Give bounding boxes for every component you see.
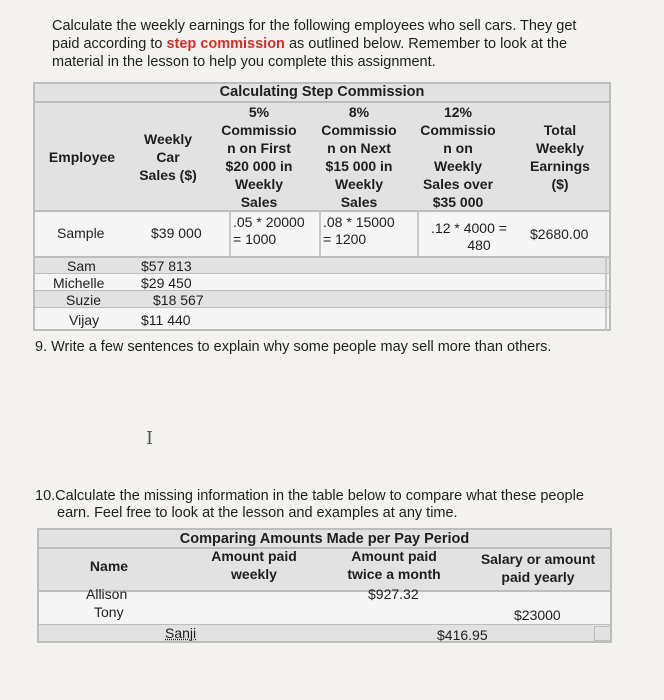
header-name: Name <box>89 558 129 574</box>
row-name-sanji: Sanji <box>165 625 197 641</box>
header-employee: Employee <box>48 149 116 165</box>
employee-name-suzie: Suzie <box>66 292 102 308</box>
header-5-percent: 5% Commissio n on First $20 000 in Weekly Sales <box>221 104 297 210</box>
question-10-line-2: earn. Feel free to look at the lesson and examples at any time. <box>57 505 458 521</box>
sample-12-percent-calc: .12 * 4000 = 480 <box>431 220 507 253</box>
row-shade <box>35 257 609 274</box>
pay-period-table <box>37 528 612 643</box>
tony-yearly: $23000 <box>514 607 561 623</box>
employee-name-michelle: Michelle <box>53 275 105 291</box>
instructions-text: paid according to <box>52 36 167 52</box>
divider <box>35 273 609 274</box>
instructions-text: as outlined below. Remember to look at the <box>284 36 568 52</box>
divider <box>35 307 609 308</box>
header-amount-twice-month: Amount paid twice a month <box>347 548 441 582</box>
header-amount-weekly: Amount paid weekly <box>211 548 297 582</box>
employee-sales-michelle: $29 450 <box>141 275 192 291</box>
sample-total: $2680.00 <box>530 226 589 242</box>
instructions-line-3: material in the lesson to help you complete this assignment. <box>52 54 436 70</box>
divider <box>319 210 321 256</box>
row-shade <box>39 624 610 641</box>
instructions-line-1: Calculate the weekly earnings for the following employees who sell cars. They get <box>52 18 577 34</box>
table-title: Calculating Step Commission <box>219 84 425 100</box>
row-name-tony: Tony <box>94 604 124 620</box>
text-cursor-icon: I <box>146 428 154 449</box>
employee-name-vijay: Vijay <box>69 312 100 328</box>
divider <box>39 547 610 549</box>
question-10 <box>35 488 615 522</box>
employee-sales-vijay: $11 440 <box>141 312 191 328</box>
row-shade <box>35 291 609 308</box>
question-10-line-1: 10.Calculate the missing information in the table below to compare what these people <box>35 488 584 504</box>
divider <box>39 624 610 625</box>
row-name-allison: Allison <box>86 586 128 602</box>
sample-8-percent-calc: .08 * 15000 = 1200 <box>323 214 395 247</box>
instructions-paragraph <box>52 17 612 71</box>
sample-5-percent-calc: .05 * 20000 = 1000 <box>233 214 305 247</box>
sample-sales: $39 000 <box>151 225 202 241</box>
step-commission-table <box>33 82 611 331</box>
header-total-earnings: Total Weekly Earnings ($) <box>530 122 590 192</box>
divider <box>35 290 609 291</box>
header-salary-yearly: Salary or amount paid yearly <box>480 551 596 585</box>
step-commission-highlight: step commission <box>166 36 285 52</box>
divider <box>417 210 419 256</box>
employee-sales-suzie: $18 567 <box>153 292 204 308</box>
allison-twice-month: $927.32 <box>368 586 419 602</box>
instructions-line-2 <box>52 35 612 53</box>
empty-cell <box>594 626 612 641</box>
employee-sales-sam: $57 813 <box>141 258 192 274</box>
sanji-twice-month: $416.95 <box>437 627 488 643</box>
divider <box>35 256 609 258</box>
header-weekly-sales: Weekly Car Sales ($) <box>139 131 197 183</box>
question-9: 9. Write a few sentences to explain why some people may sell more than others. <box>35 339 552 355</box>
table-title: Comparing Amounts Made per Pay Period <box>179 531 470 547</box>
employee-name-sam: Sam <box>67 258 96 274</box>
sample-name: Sample <box>57 225 105 241</box>
divider <box>605 256 607 331</box>
header-12-percent: 12% Commissio n on Weekly Sales over $35 000 <box>420 104 496 210</box>
divider <box>229 210 231 256</box>
header-8-percent: 8% Commissio n on Next $15 000 in Weekly Sales <box>321 104 397 210</box>
